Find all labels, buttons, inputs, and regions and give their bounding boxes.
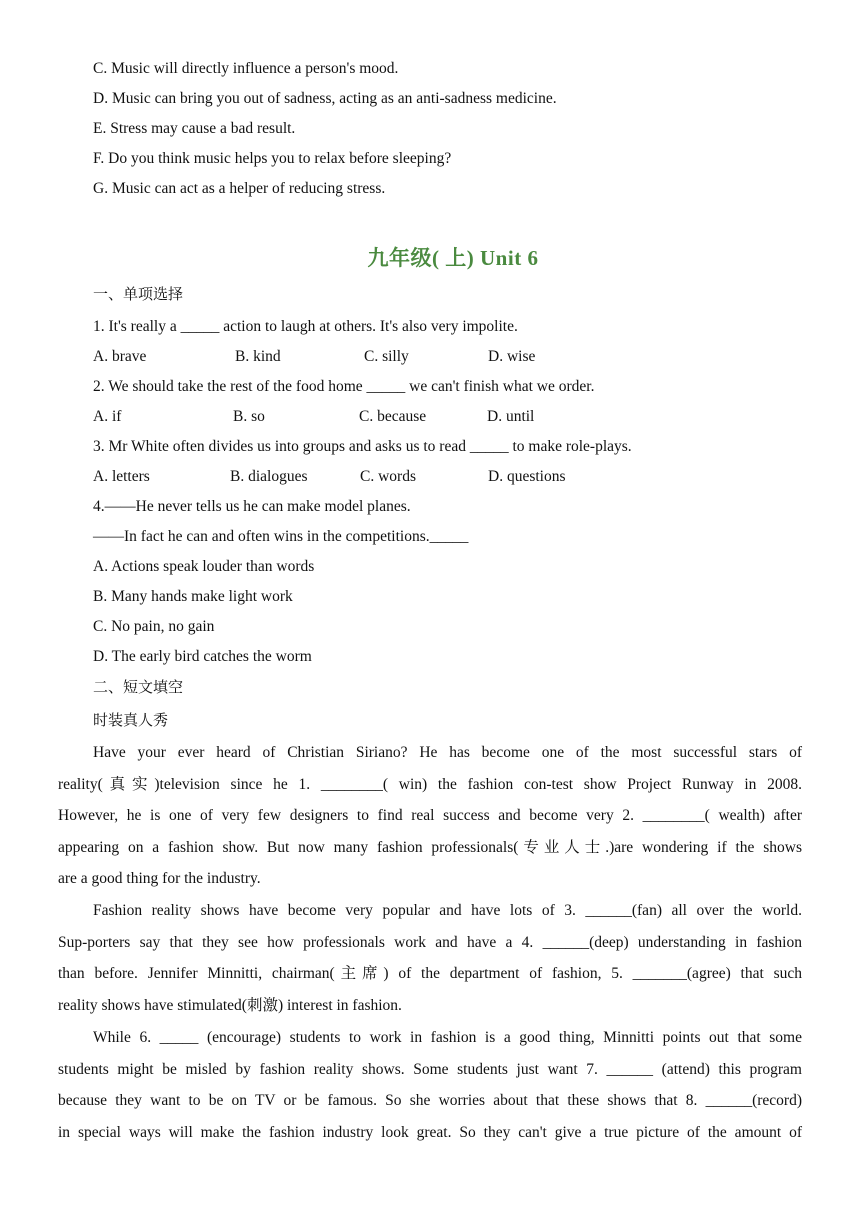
paragraph-2-line: Fashion reality shows have become very popular and have lots of 3. ______(fan) all over the world. (93, 902, 802, 919)
option-e-line: E. Stress may cause a bad result. (93, 120, 296, 137)
question-1-option-c: C. silly (364, 348, 409, 365)
paragraph-1-line: Have your ever heard of Christian Siriano? He has become one of the most successful stars of (93, 744, 802, 761)
option-c-line: C. Music will directly influence a person's mood. (93, 60, 399, 77)
question-4-option-d: D. The early bird catches the worm (93, 648, 312, 665)
section2-title: 二、短文填空 (93, 678, 184, 696)
question-1-option-b: B. kind (235, 348, 281, 365)
question-4-line-2: ——In fact he can and often wins in the competitions._____ (93, 528, 469, 545)
question-4-option-b: B. Many hands make light work (93, 588, 293, 605)
question-2-option-b: B. so (233, 408, 265, 425)
question-3-option-a: A. letters (93, 468, 150, 485)
question-2-option-c: C. because (359, 408, 427, 425)
option-g-line: G. Music can act as a helper of reducing stress. (93, 180, 386, 197)
paragraph-3-line: While 6. _____ (encourage) students to work in fashion is a good thing, Minnitti points out that some (93, 1029, 802, 1046)
question-3-stem: 3. Mr White often divides us into groups and asks us to read _____ to make role-plays. (93, 438, 632, 455)
question-3-option-d: D. questions (488, 468, 566, 485)
paragraph-1-line: appearing on a fashion show. But now many fashion professionals(专业人士.)are wondering if the shows (58, 838, 802, 856)
question-1-option-d: D. wise (488, 348, 536, 365)
question-3-option-c: C. words (360, 468, 416, 485)
paragraph-3-line: in special ways will make the fashion industry look great. So they can't give a true picture of the amount of (58, 1123, 802, 1141)
paragraph-1-line: However, he is one of very few designers to find real success and become very 2. ________( wealth) after (58, 807, 802, 824)
question-4-option-c: C. No pain, no gain (93, 618, 215, 635)
question-1-stem: 1. It's really a _____ action to laugh at others. It's also very impolite. (93, 318, 518, 335)
question-4-line-1: 4.——He never tells us he can make model planes. (93, 498, 411, 515)
unit-heading: 九年级( 上) Unit 6 (367, 246, 539, 270)
question-2-option-a: A. if (93, 408, 122, 425)
section1-title: 一、单项选择 (93, 285, 184, 303)
question-1-option-a: A. brave (93, 348, 147, 365)
option-d-line: D. Music can bring you out of sadness, acting as an anti-sadness medicine. (93, 90, 557, 107)
passage-title: 时装真人秀 (93, 711, 169, 729)
paragraph-3-line: students might be misled by fashion reality shows. Some students just want 7. ______ (attend) this program (58, 1060, 802, 1078)
paragraph-3 (58, 1022, 802, 1148)
question-2-option-d: D. until (487, 408, 535, 425)
question-2-stem: 2. We should take the rest of the food home _____ we can't finish what we order. (93, 378, 595, 395)
paragraph-2 (58, 895, 802, 1021)
paragraph-1 (58, 737, 802, 895)
paragraph-2-line: Sup-porters say that they see how professionals work and have a 4. ______(deep) understanding in fashion (58, 933, 802, 951)
paragraph-3-line: because they want to be on TV or be famous. So she worries about that these shows that 8. ______(record) (58, 1092, 802, 1109)
paragraph-1-line: are a good thing for the industry. (58, 870, 261, 887)
paragraph-1-line: reality(真实)television since he 1. ________( win) the fashion con-test show Project Runway in 2008. (58, 775, 802, 793)
question-4-option-a: A. Actions speak louder than words (93, 558, 315, 575)
option-f-line: F. Do you think music helps you to relax before sleeping? (93, 150, 452, 167)
paragraph-2-line: than before. Jennifer Minnitti, chairman(主席) of the department of fashion, 5. _______(agree) that such (58, 965, 802, 982)
paragraph-2-line: reality shows have stimulated(刺激) interest in fashion. (58, 996, 402, 1014)
question-3-option-b: B. dialogues (230, 468, 308, 485)
